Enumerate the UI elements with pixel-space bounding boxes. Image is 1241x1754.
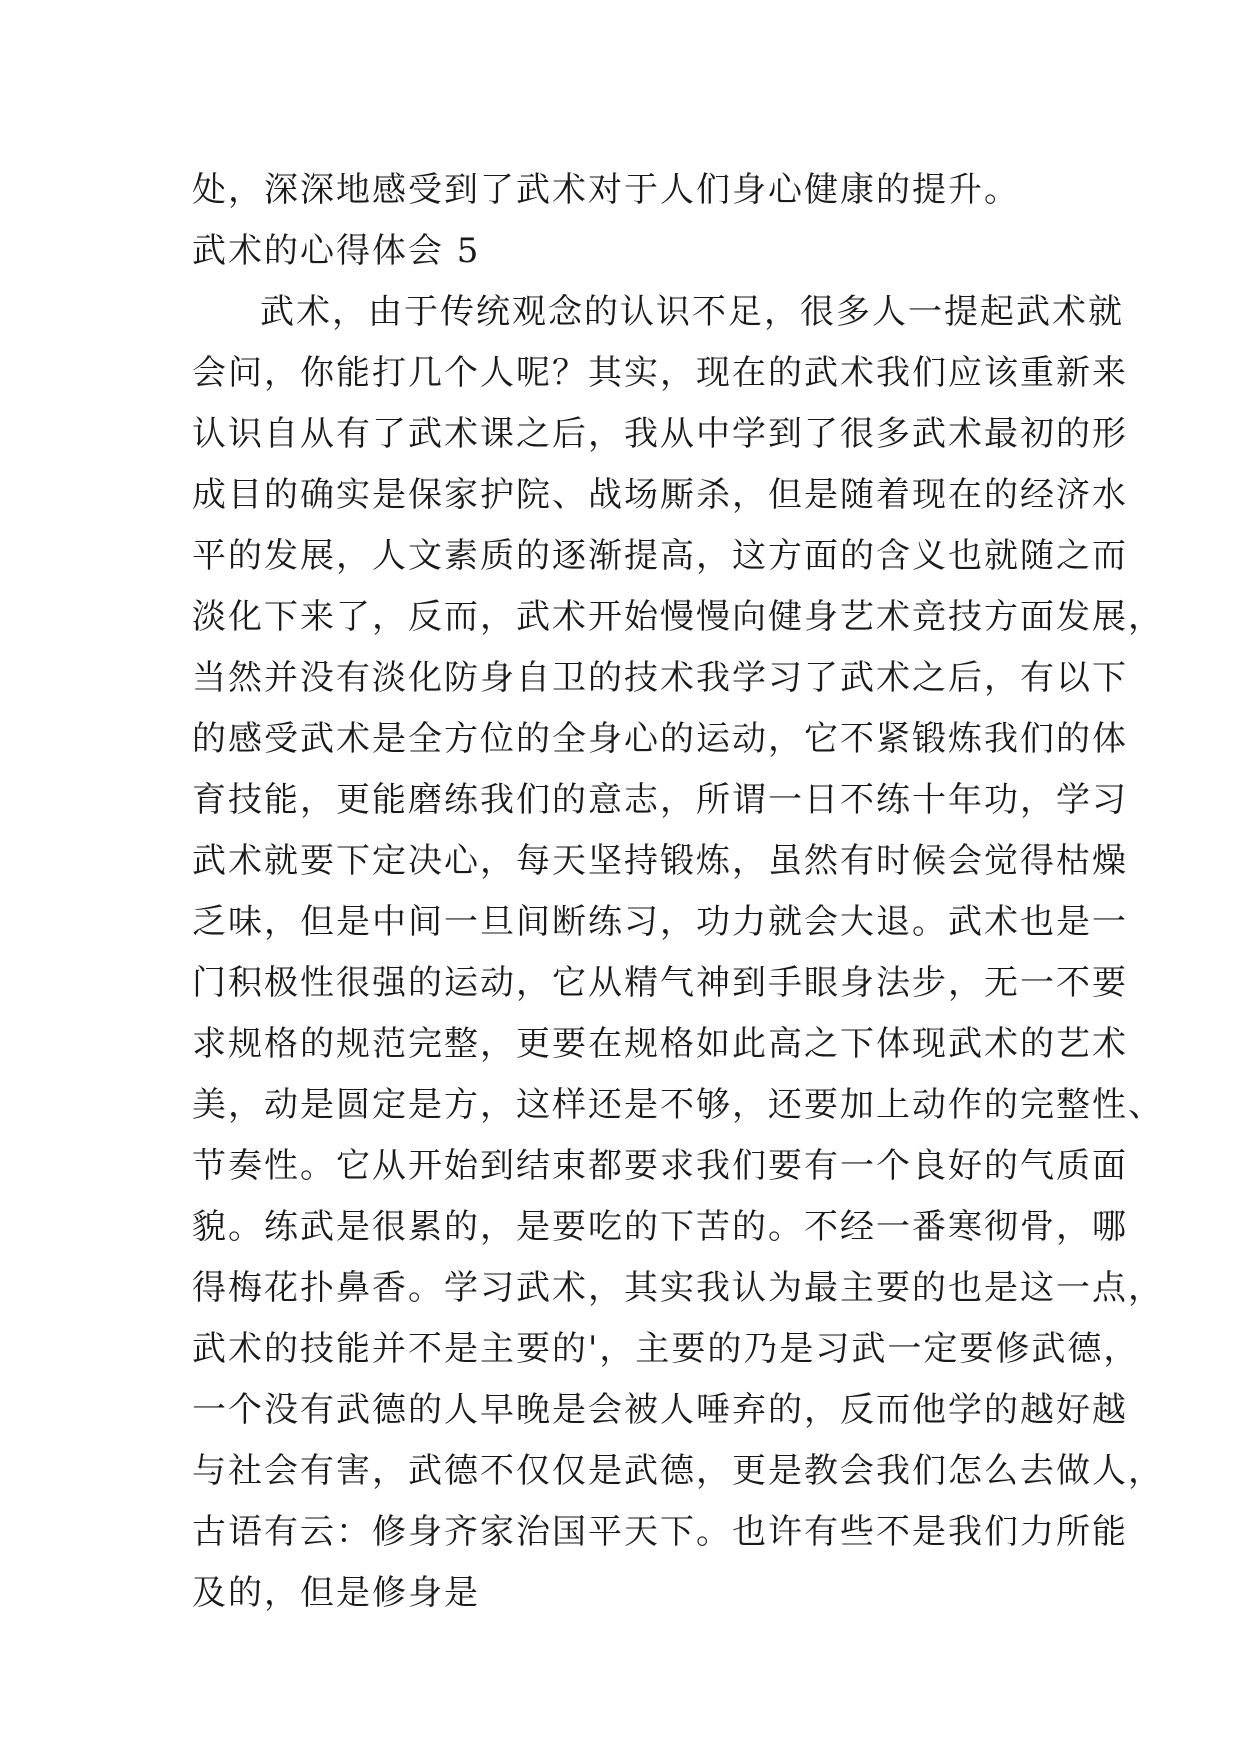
paragraph-line: 与社会有害，武德不仅仅是武德，更是教会我们怎么去做人，: [192, 1451, 1164, 1491]
continuation-line: 处，深深地感受到了武术对于人们身心健康的提升。: [192, 170, 1020, 210]
paragraph-line: 一个没有武德的人早晚是会被人唾弃的，反而他学的越好越: [192, 1390, 1128, 1430]
paragraph-line: 武术，由于传统观念的认识不足，很多人一提起武术就: [260, 292, 1124, 332]
section-heading: 武术的心得体会 5: [192, 231, 481, 271]
paragraph-line: 貌。练武是很累的，是要吃的下苦的。不经一番寒彻骨，哪: [192, 1207, 1128, 1247]
paragraph-line: 及的，但是修身是: [192, 1573, 480, 1613]
paragraph-line: 求规格的规范完整，更要在规格如此高之下体现武术的艺术: [192, 1024, 1128, 1064]
paragraph-line: 育技能，更能磨练我们的意志，所谓一日不练十年功，学习: [192, 780, 1128, 820]
paragraph-line: 门积极性很强的运动，它从精气神到手眼身法步，无一不要: [192, 963, 1128, 1003]
paragraph-line: 古语有云：修身齐家治国平天下。也许有些不是我们力所能: [192, 1512, 1128, 1552]
paragraph-line: 认识自从有了武术课之后，我从中学到了很多武术最初的形: [192, 414, 1128, 454]
paragraph-line: 武术就要下定决心，每天坚持锻炼，虽然有时候会觉得枯燥: [192, 841, 1128, 881]
paragraph-line: 成目的确实是保家护院、战场厮杀，但是随着现在的经济水: [192, 475, 1128, 515]
paragraph-line: 淡化下来了，反而，武术开始慢慢向健身艺术竞技方面发展，: [192, 597, 1164, 637]
paragraph-line: 当然并没有淡化防身自卫的技术我学习了武术之后，有以下: [192, 658, 1128, 698]
paragraph-line: 武术的技能并不是主要的'，主要的乃是习武一定要修武德，: [192, 1329, 1140, 1369]
document-text: [192, 160, 1164, 1624]
paragraph-line: 得梅花扑鼻香。学习武术，其实我认为最主要的也是这一点，: [192, 1268, 1164, 1308]
paragraph-line: 平的发展，人文素质的逐渐提高，这方面的含义也就随之而: [192, 536, 1128, 576]
paragraph-line: 节奏性。它从开始到结束都要求我们要有一个良好的气质面: [192, 1146, 1128, 1186]
paragraph-line: 乏味，但是中间一旦间断练习，功力就会大退。武术也是一: [192, 902, 1128, 942]
paragraph-line: 的感受武术是全方位的全身心的运动，它不紧锻炼我们的体: [192, 719, 1128, 759]
paragraph-line: 美，动是圆定是方，这样还是不够，还要加上动作的完整性、: [192, 1085, 1164, 1125]
paragraph-line: 会问，你能打几个人呢？其实，现在的武术我们应该重新来: [192, 353, 1128, 393]
